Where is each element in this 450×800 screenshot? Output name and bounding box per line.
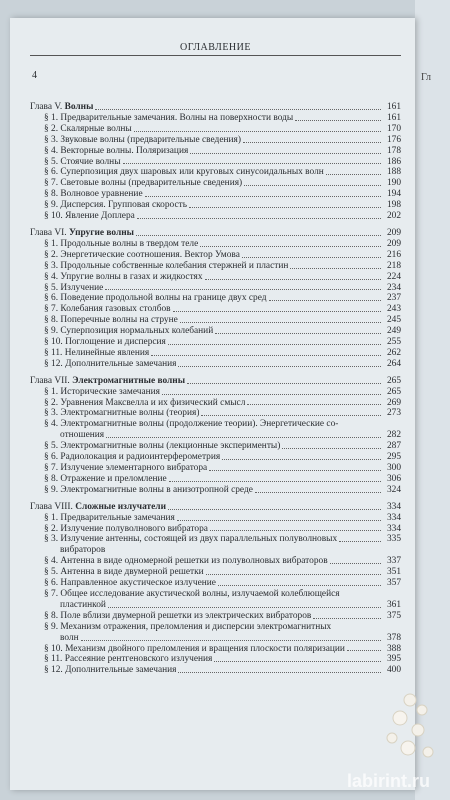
dot-leader	[177, 520, 381, 521]
toc-entry-page: 249	[386, 326, 401, 337]
dot-leader	[214, 661, 381, 662]
toc-entry-continuation-title: вибраторов	[60, 545, 106, 556]
toc-entry-title: § 3. Звуковые волны (предварительные сведения)	[44, 134, 241, 145]
dot-leader	[215, 333, 381, 334]
toc-entry-title: § 10. Механизм двойного преломления и вращения плоскости поляризации	[44, 643, 345, 654]
toc-entry-title: § 8. Волновое уравнение	[44, 189, 143, 200]
toc-entry	[30, 272, 401, 283]
toc-entry	[30, 167, 401, 178]
toc-entry	[30, 665, 401, 676]
toc-entry	[30, 113, 401, 124]
toc-entry-page: 170	[386, 123, 401, 134]
toc-entry-page: 306	[386, 473, 401, 484]
toc-entry	[30, 398, 401, 409]
dot-leader	[190, 153, 381, 154]
toc-entry-continuation-title: пластинкой	[60, 599, 106, 610]
dot-leader	[178, 366, 381, 367]
toc-entry-page: 161	[386, 112, 401, 123]
toc-entry-page: 395	[386, 654, 401, 665]
toc-entry-title: § 3. Продольные собственные колебания стержней и пластин	[44, 260, 289, 271]
dot-leader	[255, 492, 381, 493]
toc-entry-title: § 4. Упругие волны в газах и жидкостях	[44, 271, 203, 282]
toc-entry-continuation-page: 378	[386, 632, 401, 643]
dot-leader	[339, 541, 381, 542]
toc-entry-page: 400	[386, 665, 401, 676]
dot-leader	[242, 257, 381, 258]
chapter-heading-title	[30, 502, 166, 513]
dot-leader	[290, 268, 381, 269]
dot-leader	[105, 289, 381, 290]
toc-entry-title: § 5. Электромагнитные волны (лекционные эксперименты)	[44, 441, 281, 452]
toc-entry	[30, 315, 401, 326]
dot-leader	[81, 640, 381, 641]
toc-entry	[30, 419, 401, 430]
toc-entry-page: 224	[386, 271, 401, 282]
toc-entry	[30, 387, 401, 398]
toc-entry	[30, 567, 401, 578]
table-of-contents	[30, 96, 401, 676]
dot-leader	[222, 459, 381, 460]
dot-leader	[162, 394, 381, 395]
toc-entry	[30, 135, 401, 146]
dot-leader	[313, 618, 381, 619]
toc-entry-page: 198	[386, 200, 401, 211]
dot-leader	[136, 235, 381, 236]
toc-entry-page: 273	[386, 408, 401, 419]
toc-entry-page: 176	[386, 134, 401, 145]
toc-entry	[30, 326, 401, 337]
dot-leader	[205, 279, 381, 280]
toc-entry-title: § 12. Дополнительные замечания	[44, 358, 177, 369]
toc-entry-page: 265	[386, 386, 401, 397]
toc-entry	[30, 622, 401, 633]
toc-entry-page: 194	[386, 189, 401, 200]
toc-entry-title: § 6. Поведение продольной волны на границе двух сред	[44, 293, 267, 304]
dot-leader	[134, 131, 381, 132]
toc-entry	[30, 589, 401, 600]
toc-entry-title: § 6. Радиолокация и радиоинтерферометрия	[44, 452, 221, 463]
toc-entry-title: § 1. Исторические замечания	[44, 386, 160, 397]
toc-entry-page: 388	[386, 643, 401, 654]
dot-leader	[187, 383, 381, 384]
toc-entry-page: 334	[386, 523, 401, 534]
toc-entry-title: § 9. Суперпозиция нормальных колебаний	[44, 326, 214, 337]
toc-entry-page: 216	[386, 249, 401, 260]
dot-leader	[218, 585, 381, 586]
toc-entry-title: § 10. Явление Доплера	[44, 211, 135, 222]
toc-entry-title: § 4. Векторные волны. Поляризация	[44, 145, 189, 156]
toc-entry	[30, 261, 401, 272]
toc-entry-page: 190	[386, 178, 401, 189]
toc-entry	[30, 452, 401, 463]
toc-entry-title: § 11. Рассеяние рентгеновского излучения	[44, 654, 213, 665]
toc-entry-title: § 7. Излучение элементарного вибратора	[44, 463, 208, 473]
chapter-name: Электромагнитные волны	[72, 375, 186, 386]
toc-entry-page: 351	[386, 567, 401, 578]
chapter-name: Упругие волны	[68, 227, 134, 238]
dot-leader	[243, 142, 381, 143]
toc-entry-page: 324	[386, 484, 401, 495]
toc-entry	[30, 283, 401, 294]
toc-entry	[30, 534, 401, 545]
toc-entry-page: 264	[386, 358, 401, 369]
toc-entry-title: § 3. Электромагнитные волны (теория)	[44, 408, 200, 419]
toc-entry-continuation-title: отношения	[60, 430, 105, 441]
toc-entry	[30, 211, 401, 222]
toc-entry-title: § 7. Колебания газовых столбов	[44, 304, 171, 315]
toc-entry-page: 295	[386, 452, 401, 463]
toc-entry	[30, 157, 401, 168]
watermark: labirint.ru	[346, 771, 430, 791]
toc-entry-page: 218	[386, 260, 401, 271]
dot-leader	[108, 607, 381, 608]
toc-entry-title: § 4. Антенна в виде одномерной решетки из полуволновых вибраторов	[44, 556, 328, 567]
chapter-heading-page: 334	[386, 501, 401, 512]
toc-entry-title: § 9. Дисперсия. Групповая скорость	[44, 200, 188, 211]
dot-leader	[145, 196, 381, 197]
toc-entry	[30, 463, 401, 474]
dot-leader	[326, 174, 381, 175]
toc-entry-page: 237	[386, 293, 401, 304]
toc-entry	[30, 485, 401, 496]
toc-entry	[30, 611, 401, 622]
toc-entry-title: § 8. Поперечные волны на струне	[44, 315, 178, 326]
toc-entry-title: § 2. Энергетические соотношения. Вектор Умова	[44, 249, 240, 260]
toc-entry-title: § 11. Нелинейные явления	[44, 347, 150, 358]
toc-entry-title: § 7. Общее исследование акустической волны, излучаемой колеблющейся	[44, 588, 340, 599]
toc-entry-continuation	[30, 600, 401, 611]
toc-entry-page: 337	[386, 556, 401, 567]
dot-leader	[347, 650, 381, 651]
dot-leader	[180, 322, 381, 323]
toc-entry-title: § 10. Поглощение и дисперсия	[44, 337, 166, 348]
dot-leader	[168, 344, 381, 345]
toc-entry	[30, 178, 401, 189]
dot-leader	[282, 448, 381, 449]
toc-entry	[30, 293, 401, 304]
chapter-label: Глава VIII.	[30, 501, 76, 512]
toc-entry-page: 357	[386, 578, 401, 589]
toc-entry	[30, 644, 401, 655]
toc-entry-title: § 8. Отражение и преломление	[44, 473, 167, 484]
toc-entry-title: § 9. Электромагнитные волны в анизотропной среде	[44, 484, 253, 495]
chapter-heading-page: 209	[386, 227, 401, 238]
toc-entry-title: § 8. Поле вблизи двумерной решетки из электрических вибраторов	[44, 610, 312, 621]
toc-entry-page: 255	[386, 337, 401, 348]
toc-entry-continuation	[30, 430, 401, 441]
toc-entry	[30, 250, 401, 261]
toc-entry-page: 186	[386, 156, 401, 167]
toc-entry	[30, 474, 401, 485]
toc-entry	[30, 513, 401, 524]
toc-entry-title: § 7. Световые волны (предварительные сведения)	[44, 178, 243, 189]
dot-leader	[173, 311, 381, 312]
chapter-label: Глава V.	[30, 102, 65, 112]
toc-entry-page: 178	[386, 145, 401, 156]
toc-entry-title: § 6. Направленное акустическое излучение	[44, 578, 216, 589]
toc-entry-page: 245	[386, 315, 401, 326]
toc-entry-title: § 2. Излучение полуволнового вибратора	[44, 523, 208, 534]
toc-entry-page: 334	[386, 512, 401, 523]
toc-entry	[30, 189, 401, 200]
toc-entry-title: § 1. Предварительные замечания	[44, 512, 175, 523]
chapter-heading	[30, 102, 401, 113]
toc-entry-continuation-page: 361	[386, 599, 401, 610]
toc-entry-continuation	[30, 545, 401, 556]
dot-leader	[206, 574, 381, 575]
toc-entry-title: § 4. Электромагнитные волны (продолжение теории). Энергетические со-	[44, 419, 339, 430]
toc-entry-page: 234	[386, 282, 401, 293]
toc-entry-continuation-title: волн	[60, 632, 79, 643]
dot-leader	[169, 481, 381, 482]
toc-entry-title: § 6. Суперпозиция двух шаровых или круговых синусоидальных волн	[44, 167, 324, 178]
adjacent-page-fragment: Гл	[421, 72, 432, 83]
dot-leader	[189, 207, 381, 208]
dot-leader	[244, 185, 381, 186]
toc-entry	[30, 441, 401, 452]
toc-entry	[30, 200, 401, 211]
dot-leader	[200, 246, 381, 247]
page-number: 4	[32, 70, 37, 81]
toc-entry-title: § 1. Продольные волны в твердом теле	[44, 238, 199, 249]
toc-entry-title: § 9. Механизм отражения, преломления и дисперсии электромагнитных	[44, 621, 332, 632]
dot-leader	[247, 404, 381, 405]
chapter-heading-page: 265	[386, 375, 401, 386]
toc-entry-title: § 5. Антенна в виде двумерной решетки	[44, 567, 204, 578]
dot-leader	[201, 415, 381, 416]
toc-entry-page: 188	[386, 167, 401, 178]
dot-leader	[137, 218, 381, 219]
book-page	[10, 18, 415, 790]
toc-entry	[30, 124, 401, 135]
toc-entry-title: § 1. Предварительные замечания. Волны на поверхности воды	[44, 112, 294, 123]
toc-entry	[30, 146, 401, 157]
toc-entry-title: § 5. Излучение	[44, 282, 104, 293]
toc-entry-title: § 12. Дополнительные замечания	[44, 665, 177, 676]
dot-leader	[123, 163, 382, 164]
toc-entry	[30, 348, 401, 359]
toc-entry-title: § 5. Стоячие волны	[44, 156, 121, 167]
running-header: ОГЛАВЛЕНИЕ	[30, 42, 401, 56]
toc-entry	[30, 408, 401, 419]
chapter-heading-title	[30, 228, 134, 239]
toc-entry-continuation	[30, 633, 401, 644]
dot-leader	[210, 530, 381, 531]
toc-entry	[30, 239, 401, 250]
toc-entry-page: 209	[386, 238, 401, 249]
toc-entry-page: 335	[386, 534, 401, 545]
pearl-decoration	[370, 680, 440, 770]
toc-entry-title: § 2. Уравнения Максвелла и их физический смысл	[44, 397, 246, 408]
dot-leader	[95, 109, 381, 110]
toc-entry-continuation-page: 282	[386, 430, 401, 441]
chapter-heading	[30, 228, 401, 239]
toc-entry	[30, 654, 401, 665]
toc-entry	[30, 337, 401, 348]
dot-leader	[295, 120, 381, 121]
chapter-heading-page: 161	[386, 102, 401, 112]
toc-entry-page: 262	[386, 347, 401, 358]
toc-entry	[30, 556, 401, 567]
toc-entry	[30, 524, 401, 535]
chapter-name: Волны	[64, 102, 94, 112]
toc-entry-page: 375	[386, 610, 401, 621]
dot-leader	[269, 300, 381, 301]
chapter-name: Сложные излучатели	[75, 501, 166, 512]
chapter-label: Глава VII.	[30, 375, 73, 386]
dot-leader	[209, 470, 381, 471]
toc-entry	[30, 304, 401, 315]
chapter-heading	[30, 376, 401, 387]
chapter-heading	[30, 502, 401, 513]
dot-leader	[178, 672, 381, 673]
chapter-label: Глава VI.	[30, 227, 69, 238]
toc-entry-title: § 2. Скалярные волны	[44, 123, 132, 134]
toc-entry-page: 202	[386, 211, 401, 222]
dot-leader	[330, 563, 381, 564]
dot-leader	[106, 437, 381, 438]
toc-entry-page: 287	[386, 441, 401, 452]
toc-entry-title: § 3. Излучение антенны, состоящей из двух параллельных полуволновых	[44, 534, 338, 545]
toc-entry-page: 300	[386, 463, 401, 473]
toc-entry-page: 269	[386, 397, 401, 408]
toc-entry	[30, 578, 401, 589]
dot-leader	[151, 355, 381, 356]
dot-leader	[168, 509, 381, 510]
chapter-heading-title	[30, 376, 185, 387]
toc-entry-page: 243	[386, 304, 401, 315]
chapter-heading-title	[30, 102, 93, 113]
toc-entry	[30, 359, 401, 370]
